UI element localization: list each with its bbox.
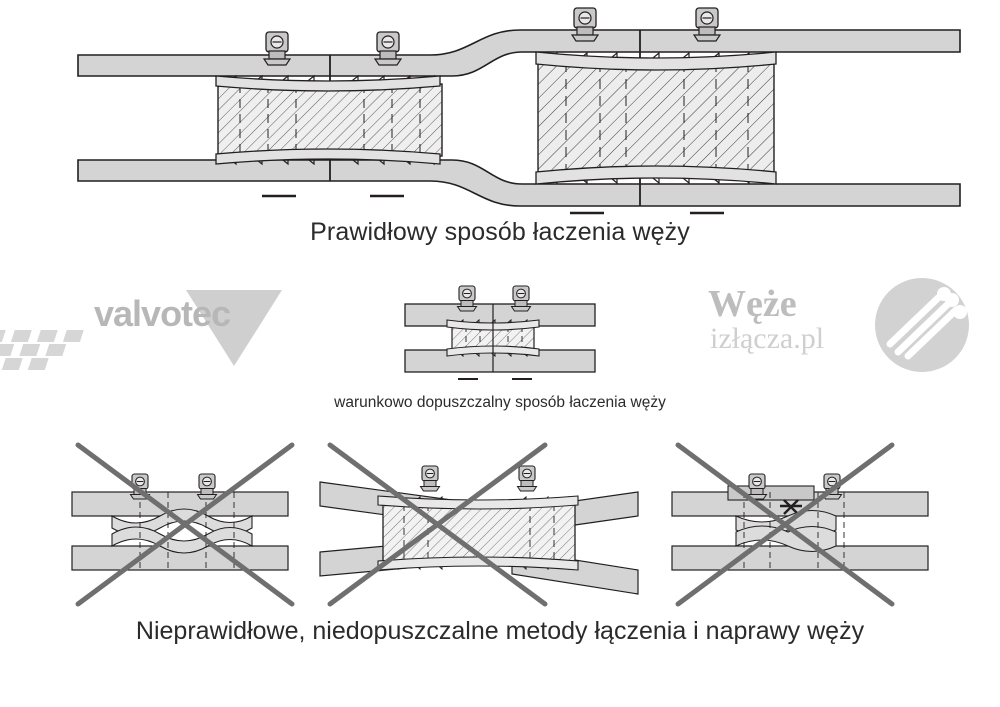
caption-wrong: Nieprawidłowe, niedopuszczalne metody łączenia i naprawy węży bbox=[135, 617, 865, 645]
connector-right bbox=[536, 52, 776, 184]
hose-upper-wall bbox=[78, 30, 960, 76]
figure-wrong-2 bbox=[320, 445, 638, 604]
hose-clamp bbox=[748, 474, 767, 499]
cross-mark-icon bbox=[678, 445, 892, 604]
hose-lower-wall bbox=[78, 160, 960, 206]
caption-conditional: warunkowo dopuszczalny sposób łaczenia węży bbox=[334, 394, 666, 411]
weze-logo-line1: Węże bbox=[708, 283, 797, 325]
hose-clamp bbox=[518, 466, 537, 491]
hose-clamp bbox=[694, 8, 720, 41]
valvotec-logo-text: valvotec bbox=[94, 293, 231, 334]
hose-clamp bbox=[572, 8, 598, 41]
connector-left bbox=[216, 76, 442, 164]
hose-clamp bbox=[375, 32, 401, 65]
figure-wrong-1 bbox=[72, 445, 292, 604]
caption-correct: Prawidłowy sposób łaczenia węży bbox=[310, 218, 690, 246]
cross-mark-icon bbox=[78, 445, 292, 604]
hose-clamp bbox=[198, 474, 217, 499]
hose-clamp bbox=[458, 286, 477, 311]
hose-clamp bbox=[512, 286, 531, 311]
weze-logo-line2: izłącza.pl bbox=[710, 322, 825, 355]
weze-logo bbox=[708, 280, 978, 370]
hose-clamp bbox=[421, 466, 440, 491]
figure-wrong-3 bbox=[672, 445, 928, 604]
figure-correct bbox=[78, 8, 960, 213]
figure-conditional bbox=[405, 286, 595, 379]
valvotec-logo bbox=[88, 283, 303, 368]
hose-clamp bbox=[264, 32, 290, 65]
